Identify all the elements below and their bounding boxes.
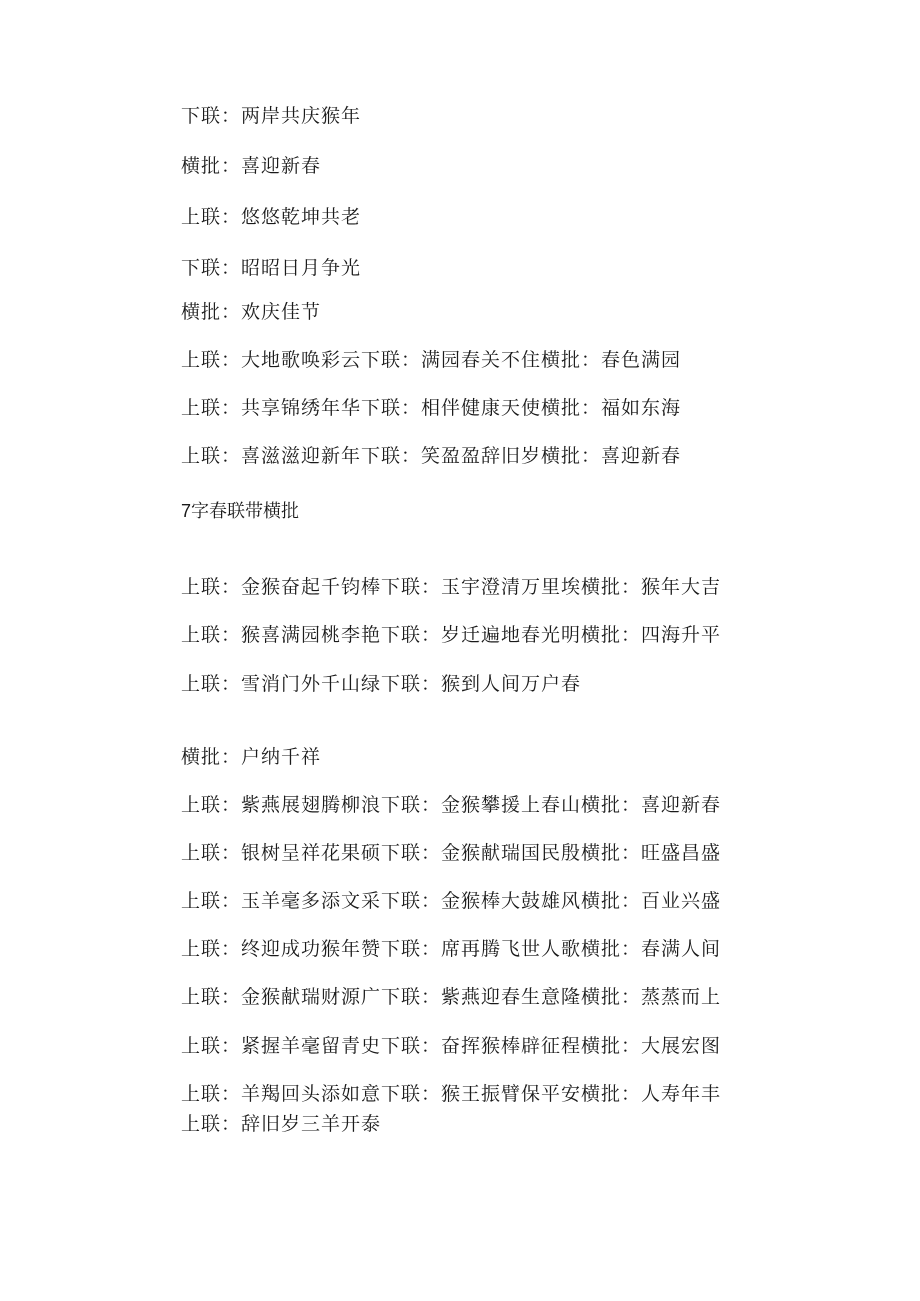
section-heading: 7字春联带横批	[181, 501, 300, 521]
couplet-line: 上联：终迎成功猴年赞下联：席再腾飞世人歌横批：春满人间	[181, 938, 722, 960]
couplet-line: 上联：紫燕展翅腾柳浪下联：金猴攀援上春山横批：喜迎新春	[181, 794, 722, 816]
couplet-line: 下联：昭昭日月争光	[181, 257, 362, 279]
couplet-line: 上联：金猴献瑞财源广下联：紫燕迎春生意隆横批：蒸蒸而上	[181, 986, 722, 1008]
couplet-line: 上联：大地歌唤彩云下联：满园春关不住横批：春色满园	[181, 349, 682, 371]
couplet-line: 上联：共享锦绣年华下联：相伴健康天使横批：福如东海	[181, 397, 682, 419]
couplet-line: 上联：银树呈祥花果硕下联：金猴献瑞国民殷横批：旺盛昌盛	[181, 842, 722, 864]
couplet-line: 上联：喜滋滋迎新年下联：笑盈盈辞旧岁横批：喜迎新春	[181, 445, 682, 467]
couplet-line: 上联：金猴奋起千钧棒下联：玉宇澄清万里埃横批：猴年大吉	[181, 576, 722, 598]
couplet-line: 上联：猴喜满园桃李艳下联：岁迁遍地春光明横批：四海升平	[181, 624, 722, 646]
couplet-line: 上联：雪消门外千山绿下联：猴到人间万户春	[181, 673, 582, 695]
couplet-line: 上联：玉羊毫多添文采下联：金猴棒大鼓雄风横批：百业兴盛	[181, 890, 722, 912]
couplet-line: 上联：羊羯回头添如意下联：猴王振臂保平安横批：人寿年丰	[181, 1083, 722, 1105]
couplet-line: 横批：户纳千祥	[181, 746, 322, 768]
couplet-line: 上联：辞旧岁三羊开泰	[181, 1113, 382, 1135]
couplet-line: 上联：悠悠乾坤共老	[181, 206, 362, 228]
couplet-line: 下联：两岸共庆猴年	[181, 105, 362, 127]
couplet-line: 横批：喜迎新春	[181, 155, 322, 177]
couplet-line: 横批：欢庆佳节	[181, 301, 322, 323]
couplet-line: 上联：紧握羊毫留青史下联：奋挥猴棒辟征程横批：大展宏图	[181, 1035, 722, 1057]
